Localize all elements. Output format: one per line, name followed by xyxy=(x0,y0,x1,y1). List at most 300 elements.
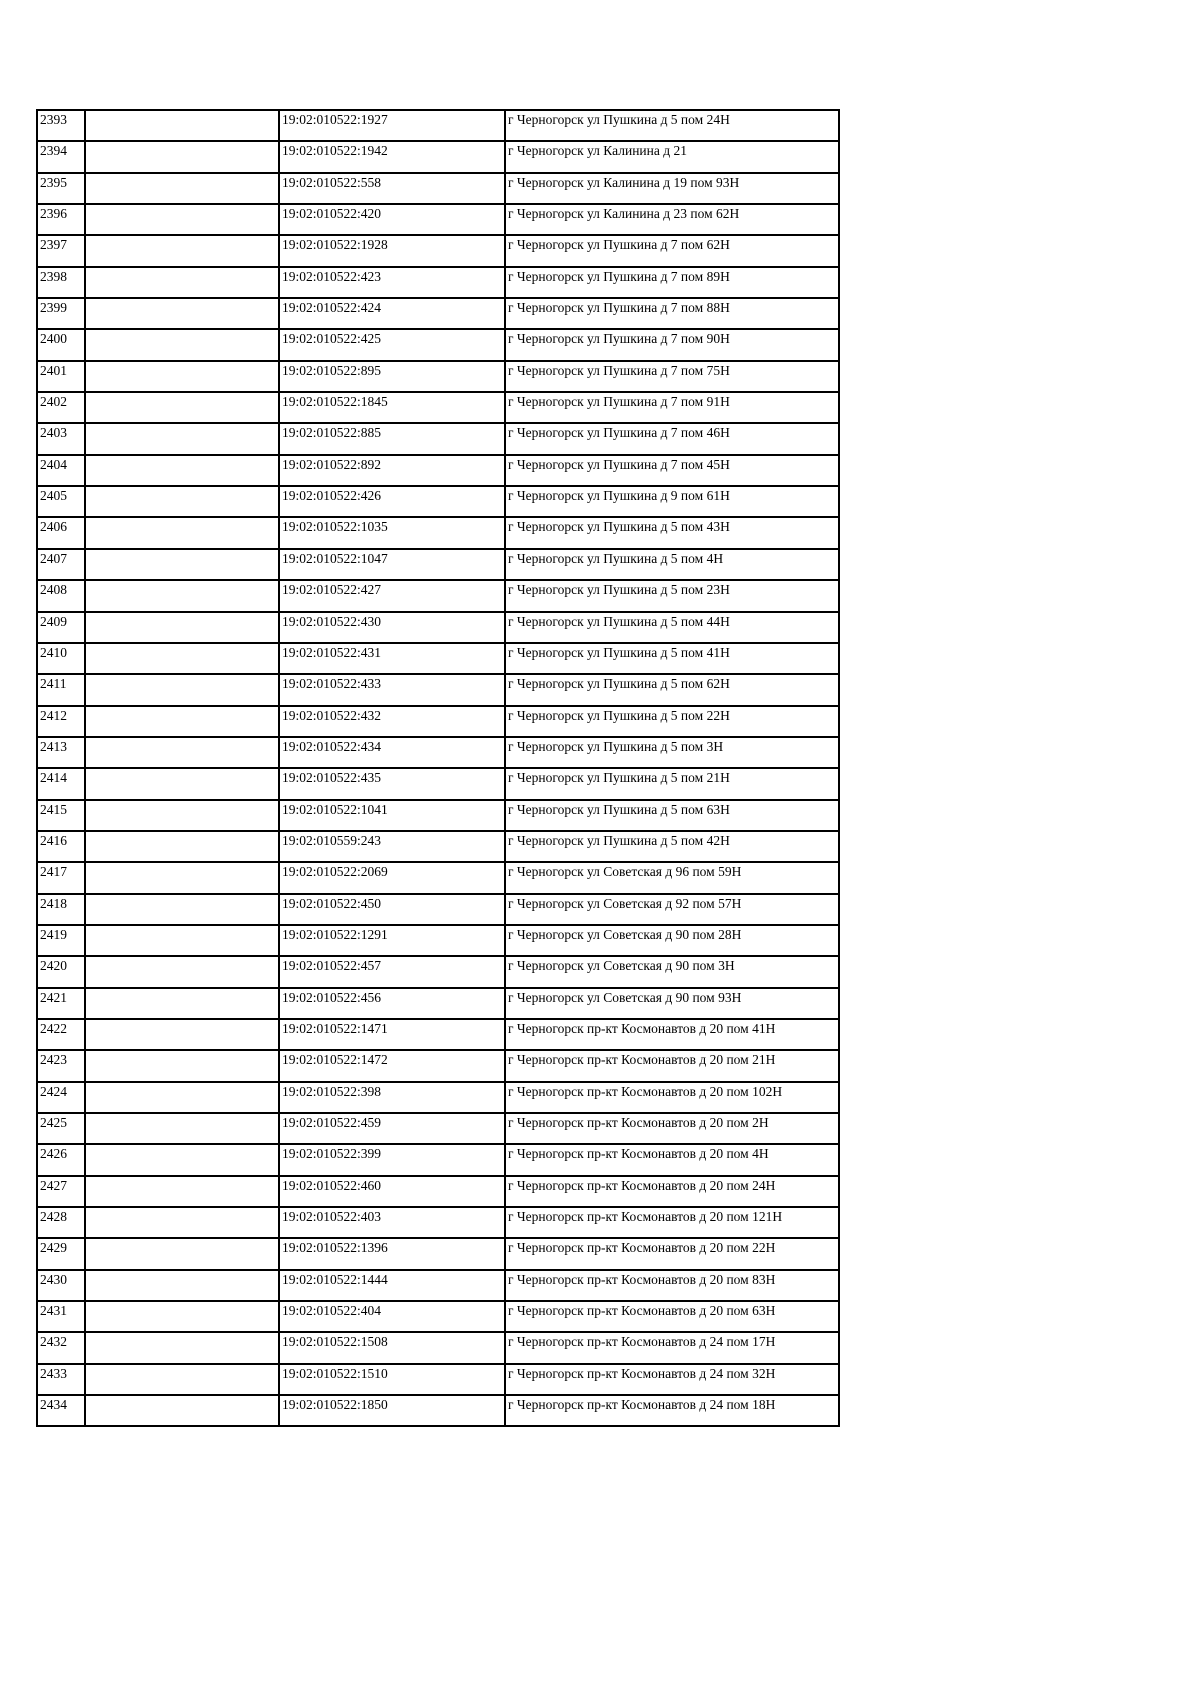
cadastral-number-cell-text: 19:02:010522:457 xyxy=(282,958,382,974)
empty-cell xyxy=(85,486,279,517)
address-cell xyxy=(505,173,839,204)
empty-cell xyxy=(85,1301,279,1332)
row-number-cell-text: 2410 xyxy=(40,644,67,660)
table-row xyxy=(37,423,839,454)
cadastral-number-cell xyxy=(279,862,505,893)
empty-cell xyxy=(85,267,279,298)
address-cell xyxy=(505,1144,839,1175)
table-row xyxy=(37,267,839,298)
cadastral-number-cell-text: 19:02:010522:1035 xyxy=(282,519,388,535)
row-number-cell xyxy=(37,1395,85,1426)
empty-cell-text xyxy=(88,236,278,237)
empty-cell xyxy=(85,423,279,454)
cadastral-number-cell xyxy=(279,1270,505,1301)
cadastral-number-cell xyxy=(279,486,505,517)
row-number-cell xyxy=(37,580,85,611)
cadastral-number-cell-text: 19:02:010522:425 xyxy=(282,331,382,347)
cadastral-number-cell xyxy=(279,1176,505,1207)
table-row xyxy=(37,643,839,674)
address-cell-text: г Черногорск ул Пушкина д 5 пом 23Н xyxy=(508,582,730,598)
address-cell xyxy=(505,110,839,141)
address-cell-text: г Черногорск ул Советская д 96 пом 59Н xyxy=(508,864,742,880)
cadastral-number-cell xyxy=(279,956,505,987)
row-number-cell xyxy=(37,1050,85,1081)
empty-cell xyxy=(85,925,279,956)
cadastral-number-cell-text: 19:02:010522:398 xyxy=(282,1083,382,1099)
cadastral-number-cell xyxy=(279,517,505,548)
row-number-cell xyxy=(37,235,85,266)
address-cell-text: г Черногорск пр-кт Космонавтов д 24 пом 32Н xyxy=(508,1365,776,1381)
cadastral-number-cell-text: 19:02:010522:432 xyxy=(282,707,382,723)
row-number-cell-text: 2421 xyxy=(40,989,67,1005)
cadastral-number-cell xyxy=(279,455,505,486)
row-number-cell xyxy=(37,862,85,893)
address-cell-text: г Черногорск ул Пушкина д 5 пом 42Н xyxy=(508,832,730,848)
row-number-cell-text: 2429 xyxy=(40,1240,67,1256)
cadastral-number-cell-text: 19:02:010522:460 xyxy=(282,1177,382,1193)
address-cell xyxy=(505,1332,839,1363)
row-number-cell-text: 2425 xyxy=(40,1115,67,1130)
cadastral-number-cell-text: 19:02:010522:404 xyxy=(282,1303,382,1319)
cadastral-number-cell xyxy=(279,706,505,737)
cadastral-number-cell-text: 19:02:010522:403 xyxy=(282,1209,382,1225)
cadastral-number-cell xyxy=(279,1050,505,1081)
table-row xyxy=(37,1395,839,1426)
cadastral-number-cell xyxy=(279,768,505,799)
row-number-cell xyxy=(37,267,85,298)
row-number-cell-text: 2398 xyxy=(40,268,67,284)
cadastral-number-cell-text: 19:02:010522:1508 xyxy=(282,1334,388,1350)
cadastral-number-cell xyxy=(279,549,505,580)
address-cell xyxy=(505,267,839,298)
table-row xyxy=(37,361,839,392)
table-row xyxy=(37,1113,839,1144)
table-row xyxy=(37,925,839,956)
address-cell-text: г Черногорск пр-кт Космонавтов д 20 пом 4Н xyxy=(508,1146,769,1162)
row-number-cell-text: 2397 xyxy=(40,237,67,253)
cadastral-number-cell xyxy=(279,1019,505,1050)
empty-cell-text xyxy=(88,1020,278,1021)
address-cell xyxy=(505,1238,839,1269)
empty-cell-text xyxy=(88,424,278,425)
table-row xyxy=(37,894,839,925)
table-row xyxy=(37,1082,839,1113)
cadastral-number-cell xyxy=(279,141,505,172)
address-cell xyxy=(505,737,839,768)
table-row xyxy=(37,1019,839,1050)
row-number-cell-text: 2416 xyxy=(40,832,67,848)
empty-cell-text xyxy=(88,1114,278,1115)
table-row xyxy=(37,517,839,548)
row-number-cell-text: 2393 xyxy=(40,112,67,127)
address-cell xyxy=(505,486,839,517)
empty-cell xyxy=(85,173,279,204)
empty-cell xyxy=(85,1082,279,1113)
row-number-cell-text: 2413 xyxy=(40,738,67,754)
row-number-cell-text: 2432 xyxy=(40,1334,67,1350)
address-cell xyxy=(505,1395,839,1426)
cadastral-number-cell-text: 19:02:010522:558 xyxy=(282,174,382,190)
table-row xyxy=(37,1050,839,1081)
empty-cell-text xyxy=(88,456,278,457)
empty-cell xyxy=(85,1270,279,1301)
cadastral-number-cell-text: 19:02:010522:1047 xyxy=(282,550,388,566)
row-number-cell-text: 2403 xyxy=(40,425,67,441)
address-cell xyxy=(505,894,839,925)
address-cell xyxy=(505,1050,839,1081)
address-cell xyxy=(505,956,839,987)
address-cell-text: г Черногорск ул Пушкина д 5 пом 24Н xyxy=(508,112,730,127)
row-number-cell xyxy=(37,706,85,737)
row-number-cell xyxy=(37,423,85,454)
empty-cell xyxy=(85,1113,279,1144)
address-cell xyxy=(505,141,839,172)
cadastral-number-cell-text: 19:02:010522:885 xyxy=(282,425,382,441)
row-number-cell-text: 2396 xyxy=(40,206,67,222)
empty-cell xyxy=(85,988,279,1019)
row-number-cell xyxy=(37,455,85,486)
table-row xyxy=(37,1207,839,1238)
row-number-cell xyxy=(37,1332,85,1363)
address-cell xyxy=(505,298,839,329)
address-cell-text: г Черногорск ул Советская д 90 пом 3Н xyxy=(508,958,735,974)
empty-cell-text xyxy=(88,268,278,269)
row-number-cell xyxy=(37,517,85,548)
empty-cell xyxy=(85,141,279,172)
address-cell-text: г Черногорск пр-кт Космонавтов д 20 пом 63Н xyxy=(508,1303,776,1319)
empty-cell xyxy=(85,956,279,987)
empty-cell xyxy=(85,1207,279,1238)
empty-cell xyxy=(85,831,279,862)
row-number-cell-text: 2407 xyxy=(40,550,67,566)
empty-cell-text xyxy=(88,644,278,645)
row-number-cell-text: 2431 xyxy=(40,1303,67,1319)
table-row xyxy=(37,1301,839,1332)
row-number-cell-text: 2401 xyxy=(40,362,67,378)
empty-cell-text xyxy=(88,330,278,331)
row-number-cell xyxy=(37,800,85,831)
row-number-cell xyxy=(37,1238,85,1269)
row-number-cell xyxy=(37,298,85,329)
cadastral-number-cell xyxy=(279,1364,505,1395)
cadastral-number-cell-text: 19:02:010522:423 xyxy=(282,268,382,284)
cadastral-number-cell xyxy=(279,737,505,768)
address-cell-text: г Черногорск пр-кт Космонавтов д 24 пом 18Н xyxy=(508,1397,776,1413)
cadastral-number-cell xyxy=(279,110,505,141)
cadastral-number-cell-text: 19:02:010522:1041 xyxy=(282,801,388,817)
address-cell xyxy=(505,580,839,611)
cadastral-number-cell xyxy=(279,1144,505,1175)
row-number-cell-text: 2428 xyxy=(40,1209,67,1225)
address-cell-text: г Черногорск ул Советская д 90 пом 28Н xyxy=(508,926,742,942)
address-cell xyxy=(505,1364,839,1395)
empty-cell xyxy=(85,1332,279,1363)
row-number-cell-text: 2400 xyxy=(40,331,67,347)
address-cell-text: г Черногорск ул Пушкина д 7 пом 45Н xyxy=(508,456,730,472)
cadastral-number-cell xyxy=(279,612,505,643)
cadastral-number-cell xyxy=(279,1113,505,1144)
property-registry-table xyxy=(36,109,840,1427)
cadastral-number-cell-text: 19:02:010522:430 xyxy=(282,613,382,629)
empty-cell-text xyxy=(88,550,278,551)
cadastral-number-cell xyxy=(279,1238,505,1269)
empty-cell xyxy=(85,1019,279,1050)
empty-cell xyxy=(85,1238,279,1269)
registry-table-body xyxy=(37,110,839,1426)
cadastral-number-cell xyxy=(279,1332,505,1363)
row-number-cell-text: 2415 xyxy=(40,801,67,817)
address-cell xyxy=(505,549,839,580)
address-cell-text: г Черногорск ул Пушкина д 7 пом 91Н xyxy=(508,394,730,410)
cadastral-number-cell xyxy=(279,1395,505,1426)
address-cell-text: г Черногорск ул Пушкина д 5 пом 3Н xyxy=(508,738,724,754)
empty-cell-text xyxy=(88,362,278,363)
empty-cell-text xyxy=(88,769,278,770)
cadastral-number-cell-text: 19:02:010522:424 xyxy=(282,300,382,316)
empty-cell xyxy=(85,110,279,141)
row-number-cell-text: 2433 xyxy=(40,1365,67,1381)
address-cell-text: г Черногорск пр-кт Космонавтов д 20 пом 41Н xyxy=(508,1020,776,1036)
cadastral-number-cell xyxy=(279,235,505,266)
address-cell xyxy=(505,1176,839,1207)
cadastral-number-cell-text: 19:02:010522:427 xyxy=(282,582,382,598)
row-number-cell xyxy=(37,737,85,768)
address-cell-text: г Черногорск пр-кт Космонавтов д 20 пом 83Н xyxy=(508,1271,776,1287)
table-row xyxy=(37,1364,839,1395)
empty-cell-text xyxy=(88,299,278,300)
cadastral-number-cell-text: 19:02:010522:1510 xyxy=(282,1365,388,1381)
address-cell-text: г Черногорск ул Пушкина д 5 пом 43Н xyxy=(508,519,730,535)
cadastral-number-cell xyxy=(279,329,505,360)
table-row xyxy=(37,862,839,893)
table-row xyxy=(37,768,839,799)
table-row xyxy=(37,549,839,580)
cadastral-number-cell xyxy=(279,361,505,392)
cadastral-number-cell-text: 19:02:010522:1444 xyxy=(282,1271,388,1287)
row-number-cell xyxy=(37,204,85,235)
address-cell-text: г Черногорск ул Калинина д 23 пом 62Н xyxy=(508,206,740,222)
empty-cell xyxy=(85,298,279,329)
address-cell xyxy=(505,674,839,705)
cadastral-number-cell-text: 19:02:010559:243 xyxy=(282,832,382,848)
empty-cell xyxy=(85,706,279,737)
row-number-cell xyxy=(37,1176,85,1207)
empty-cell xyxy=(85,1050,279,1081)
address-cell-text: г Черногорск ул Пушкина д 7 пом 46Н xyxy=(508,425,730,441)
empty-cell xyxy=(85,361,279,392)
empty-cell xyxy=(85,643,279,674)
row-number-cell xyxy=(37,110,85,141)
row-number-cell xyxy=(37,329,85,360)
cadastral-number-cell xyxy=(279,173,505,204)
row-number-cell-text: 2414 xyxy=(40,770,67,786)
table-row xyxy=(37,674,839,705)
address-cell xyxy=(505,329,839,360)
table-row xyxy=(37,1270,839,1301)
row-number-cell-text: 2399 xyxy=(40,300,67,316)
empty-cell-text xyxy=(88,174,278,175)
address-cell xyxy=(505,1301,839,1332)
row-number-cell xyxy=(37,1019,85,1050)
address-cell xyxy=(505,612,839,643)
empty-cell-text xyxy=(88,1145,278,1146)
address-cell xyxy=(505,768,839,799)
address-cell xyxy=(505,204,839,235)
address-cell-text: г Черногорск пр-кт Космонавтов д 20 пом 21Н xyxy=(508,1052,776,1068)
row-number-cell-text: 2434 xyxy=(40,1397,67,1413)
address-cell xyxy=(505,392,839,423)
empty-cell-text xyxy=(88,518,278,519)
address-cell xyxy=(505,235,839,266)
address-cell-text: г Черногорск ул Пушкина д 5 пом 4Н xyxy=(508,550,724,566)
row-number-cell-text: 2406 xyxy=(40,519,67,535)
address-cell-text: г Черногорск ул Пушкина д 5 пом 62Н xyxy=(508,676,730,692)
row-number-cell xyxy=(37,1082,85,1113)
cadastral-number-cell-text: 19:02:010522:1845 xyxy=(282,394,388,410)
cadastral-number-cell-text: 19:02:010522:1396 xyxy=(282,1240,388,1256)
table-row xyxy=(37,173,839,204)
cadastral-number-cell xyxy=(279,800,505,831)
cadastral-number-cell xyxy=(279,1082,505,1113)
table-row xyxy=(37,455,839,486)
cadastral-number-cell xyxy=(279,423,505,454)
table-row xyxy=(37,831,839,862)
empty-cell xyxy=(85,517,279,548)
row-number-cell xyxy=(37,392,85,423)
address-cell xyxy=(505,455,839,486)
cadastral-number-cell xyxy=(279,831,505,862)
address-cell xyxy=(505,643,839,674)
empty-cell-text xyxy=(88,1208,278,1209)
row-number-cell-text: 2409 xyxy=(40,613,67,629)
cadastral-number-cell xyxy=(279,925,505,956)
table-row xyxy=(37,1332,839,1363)
cadastral-number-cell-text: 19:02:010522:399 xyxy=(282,1146,382,1162)
row-number-cell xyxy=(37,925,85,956)
address-cell xyxy=(505,423,839,454)
cadastral-number-cell-text: 19:02:010522:1291 xyxy=(282,926,388,942)
table-row xyxy=(37,486,839,517)
cadastral-number-cell xyxy=(279,643,505,674)
cadastral-number-cell xyxy=(279,674,505,705)
address-cell-text: г Черногорск ул Пушкина д 5 пом 44Н xyxy=(508,613,730,629)
table-row xyxy=(37,298,839,329)
table-row xyxy=(37,1238,839,1269)
empty-cell-text xyxy=(88,895,278,896)
empty-cell xyxy=(85,800,279,831)
table-row xyxy=(37,612,839,643)
row-number-cell xyxy=(37,768,85,799)
row-number-cell xyxy=(37,486,85,517)
address-cell-text: г Черногорск ул Пушкина д 7 пом 62Н xyxy=(508,237,730,253)
address-cell-text: г Черногорск ул Советская д 92 пом 57Н xyxy=(508,895,742,911)
empty-cell xyxy=(85,894,279,925)
row-number-cell xyxy=(37,1113,85,1144)
address-cell-text: г Черногорск ул Калинина д 21 xyxy=(508,143,687,159)
cadastral-number-cell-text: 19:02:010522:431 xyxy=(282,644,382,660)
address-cell xyxy=(505,361,839,392)
empty-cell-text xyxy=(88,801,278,802)
empty-cell-text xyxy=(88,111,278,112)
row-number-cell xyxy=(37,361,85,392)
cadastral-number-cell-text: 19:02:010522:434 xyxy=(282,738,382,754)
empty-cell-text xyxy=(88,1051,278,1052)
empty-cell-text xyxy=(88,926,278,927)
cadastral-number-cell-text: 19:02:010522:892 xyxy=(282,456,382,472)
empty-cell-text xyxy=(88,1083,278,1084)
empty-cell-text xyxy=(88,142,278,143)
empty-cell xyxy=(85,392,279,423)
row-number-cell-text: 2419 xyxy=(40,926,67,942)
empty-cell xyxy=(85,549,279,580)
address-cell xyxy=(505,988,839,1019)
empty-cell xyxy=(85,862,279,893)
empty-cell-text xyxy=(88,863,278,864)
row-number-cell xyxy=(37,674,85,705)
row-number-cell-text: 2402 xyxy=(40,394,67,410)
row-number-cell xyxy=(37,1270,85,1301)
address-cell xyxy=(505,517,839,548)
table-row xyxy=(37,737,839,768)
table-row xyxy=(37,1144,839,1175)
address-cell-text: г Черногорск ул Пушкина д 5 пом 41Н xyxy=(508,644,730,660)
table-row xyxy=(37,800,839,831)
empty-cell-text xyxy=(88,581,278,582)
empty-cell xyxy=(85,612,279,643)
row-number-cell xyxy=(37,988,85,1019)
cadastral-number-cell xyxy=(279,894,505,925)
empty-cell-text xyxy=(88,1365,278,1366)
empty-cell xyxy=(85,1364,279,1395)
empty-cell-text xyxy=(88,1271,278,1272)
cadastral-number-cell-text: 19:02:010522:426 xyxy=(282,488,382,504)
address-cell-text: г Черногорск ул Пушкина д 7 пом 90Н xyxy=(508,331,730,347)
empty-cell xyxy=(85,235,279,266)
empty-cell-text xyxy=(88,393,278,394)
address-cell-text: г Черногорск ул Пушкина д 5 пом 21Н xyxy=(508,770,730,786)
cadastral-number-cell-text: 19:02:010522:1928 xyxy=(282,237,388,253)
address-cell-text: г Черногорск ул Пушкина д 7 пом 88Н xyxy=(508,300,730,316)
empty-cell xyxy=(85,1144,279,1175)
table-row xyxy=(37,706,839,737)
address-cell-text: г Черногорск ул Советская д 90 пом 93Н xyxy=(508,989,742,1005)
cadastral-number-cell-text: 19:02:010522:450 xyxy=(282,895,382,911)
empty-cell xyxy=(85,455,279,486)
empty-cell xyxy=(85,737,279,768)
cadastral-number-cell xyxy=(279,580,505,611)
address-cell xyxy=(505,706,839,737)
table-row xyxy=(37,235,839,266)
address-cell-text: г Черногорск пр-кт Космонавтов д 20 пом 22Н xyxy=(508,1240,776,1256)
cadastral-number-cell-text: 19:02:010522:456 xyxy=(282,989,382,1005)
empty-cell-text xyxy=(88,1302,278,1303)
row-number-cell-text: 2424 xyxy=(40,1083,67,1099)
table-row xyxy=(37,956,839,987)
row-number-cell xyxy=(37,1301,85,1332)
row-number-cell xyxy=(37,1364,85,1395)
address-cell-text: г Черногорск пр-кт Космонавтов д 20 пом 102Н xyxy=(508,1083,783,1099)
row-number-cell-text: 2411 xyxy=(40,676,67,692)
row-number-cell xyxy=(37,173,85,204)
cadastral-number-cell-text: 19:02:010522:1942 xyxy=(282,143,388,159)
address-cell xyxy=(505,831,839,862)
table-row xyxy=(37,329,839,360)
row-number-cell xyxy=(37,894,85,925)
address-cell xyxy=(505,925,839,956)
table-row xyxy=(37,204,839,235)
cadastral-number-cell xyxy=(279,204,505,235)
address-cell xyxy=(505,1019,839,1050)
